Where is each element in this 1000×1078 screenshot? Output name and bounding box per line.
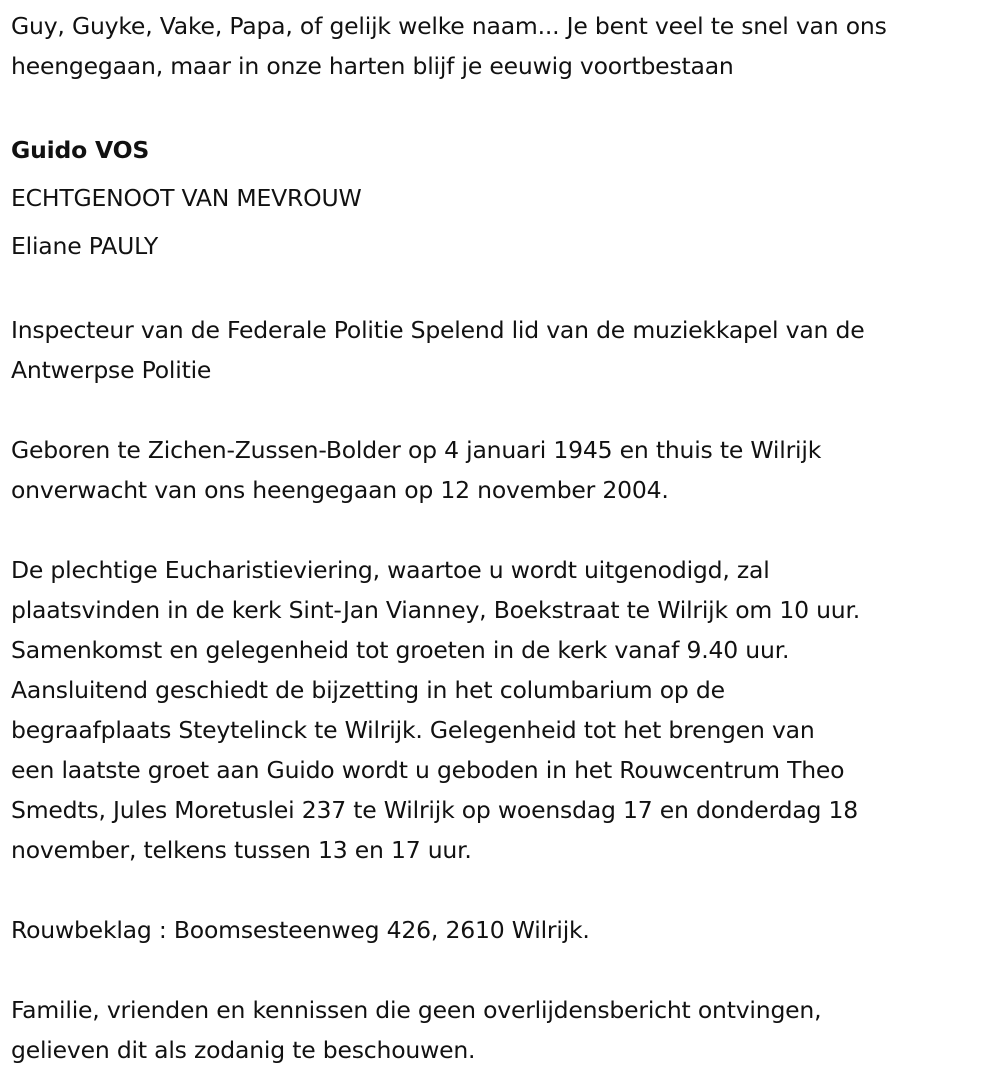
occupation-line: Antwerpse Politie (11, 356, 212, 384)
birth-death-line: onverwacht van ons heengegaan op 12 november 2004. (11, 476, 669, 504)
ceremony-line: Smedts, Jules Moretuslei 237 te Wilrijk op woensdag 17 en donderdag 18 (11, 796, 859, 824)
ceremony-line: Aansluitend geschiedt de bijzetting in het columbarium op de (11, 676, 725, 704)
intro-line: Guy, Guyke, Vake, Papa, of gelijk welke naam... Je bent veel te snel van ons (11, 12, 887, 40)
condolence-paragraph (11, 910, 996, 950)
condolence-address: Rouwbeklag : Boomsesteenweg 426, 2610 Wilrijk. (11, 916, 590, 944)
intro-line: heengegaan, maar in onze harten blijf je eeuwig voortbestaan (11, 52, 734, 80)
ceremony-line: De plechtige Eucharistieviering, waartoe u wordt uitgenodigd, zal (11, 556, 770, 584)
closing-line: gelieven dit als zodanig te beschouwen. (11, 1036, 476, 1064)
ceremony-paragraph (11, 550, 996, 870)
deceased-name: Guido VOS (11, 136, 150, 164)
ceremony-line: begraafplaats Steytelinck te Wilrijk. Gelegenheid tot het brengen van (11, 716, 815, 744)
ceremony-line: plaatsvinden in de kerk Sint-Jan Vianney, Boekstraat te Wilrijk om 10 uur. (11, 596, 861, 624)
birth-death-paragraph (11, 430, 996, 510)
obituary-document (11, 6, 996, 1070)
relation-label: ECHTGENOOT VAN MEVROUW (11, 184, 362, 212)
ceremony-line: een laatste groet aan Guido wordt u geboden in het Rouwcentrum Theo (11, 756, 845, 784)
occupation-paragraph (11, 310, 996, 390)
occupation-line: Inspecteur van de Federale Politie Spelend lid van de muziekkapel van de (11, 316, 865, 344)
spouse-name: Eliane PAULY (11, 232, 158, 260)
ceremony-line: november, telkens tussen 13 en 17 uur. (11, 836, 472, 864)
closing-paragraph (11, 990, 996, 1070)
deceased-block (11, 126, 996, 270)
birth-death-line: Geboren te Zichen-Zussen-Bolder op 4 januari 1945 en thuis te Wilrijk (11, 436, 822, 464)
ceremony-line: Samenkomst en gelegenheid tot groeten in de kerk vanaf 9.40 uur. (11, 636, 790, 664)
closing-line: Familie, vrienden en kennissen die geen overlijdensbericht ontvingen, (11, 996, 822, 1024)
intro-paragraph (11, 6, 996, 86)
